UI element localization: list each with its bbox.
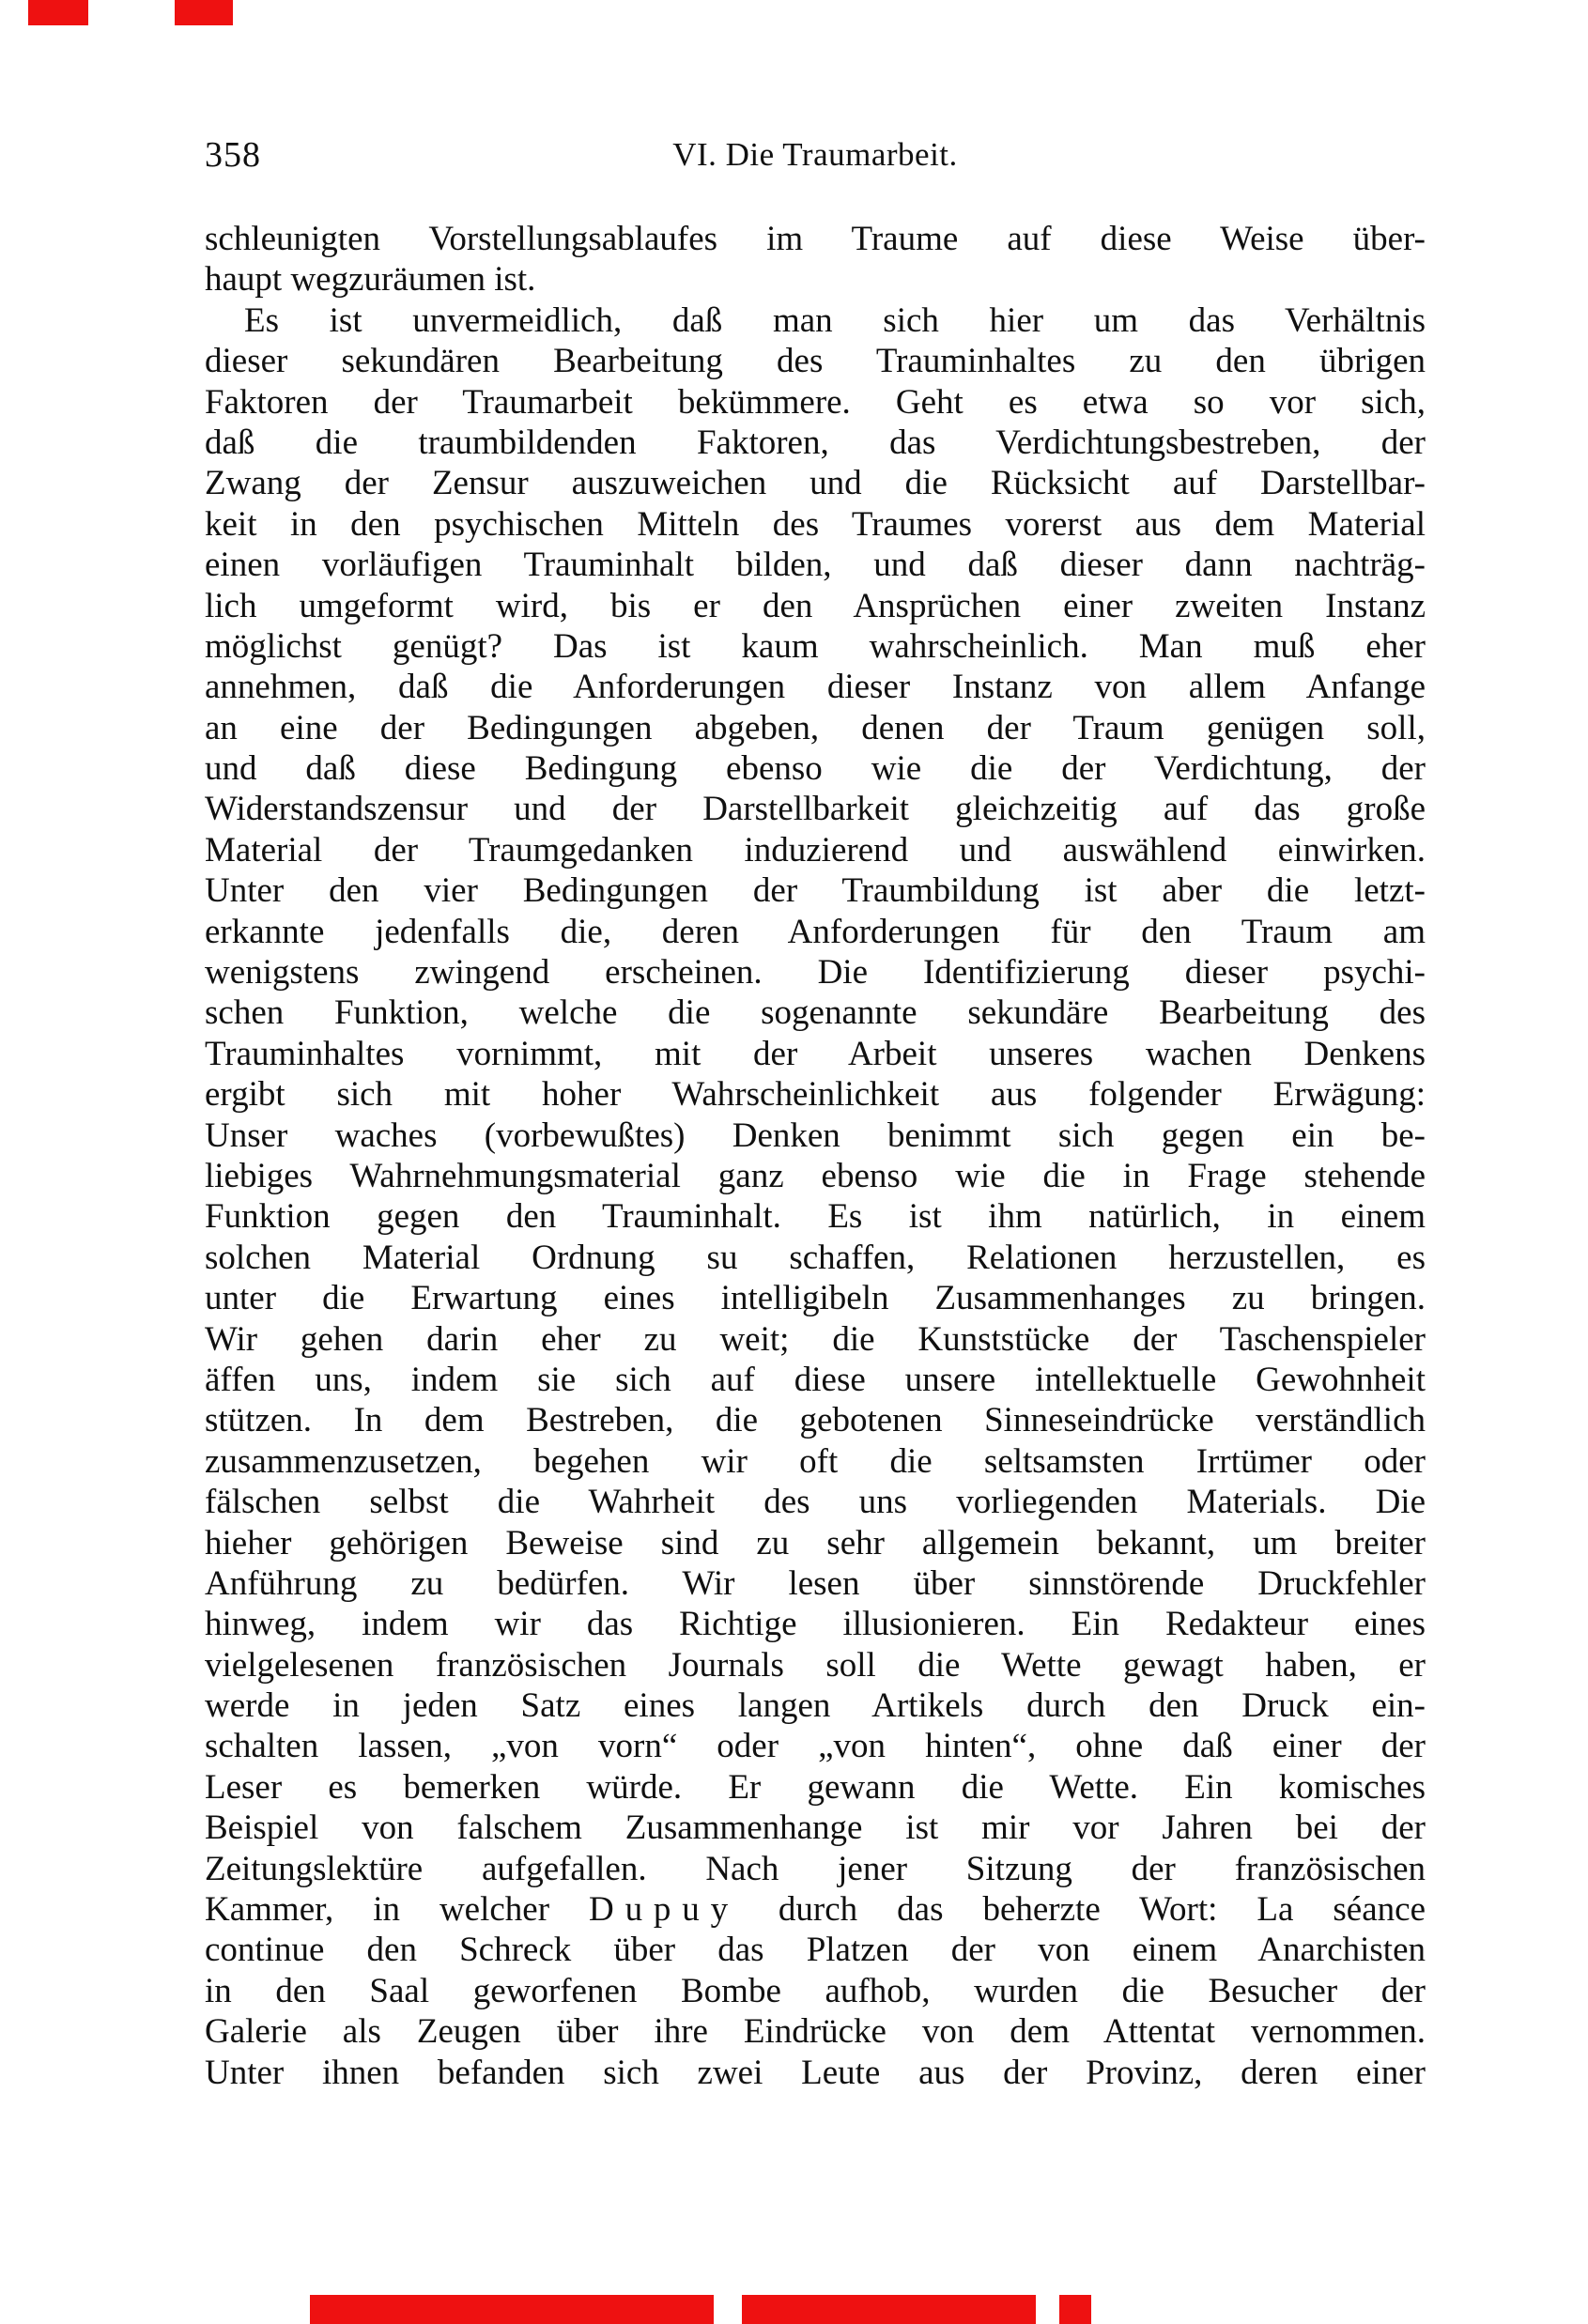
text-line: hieher gehörigen Beweise sind zu sehr allgemein bekannt, um breiter bbox=[205, 1523, 1426, 1562]
page-number: 358 bbox=[205, 135, 261, 175]
scan-mark-bottom-2 bbox=[742, 2295, 1036, 2324]
text-line: Galerie als Zeugen über ihre Eindrücke von dem Attentat vernommen. bbox=[205, 2012, 1426, 2052]
text-line: in den Saal geworfenen Bombe aufhob, wurden die Besucher der bbox=[205, 1971, 1426, 2010]
text-line: und daß diese Bedingung ebenso wie die der Verdichtung, der bbox=[205, 749, 1426, 789]
text-line: Material der Traumgedanken induzierend und auswählend einwirken. bbox=[205, 830, 1426, 870]
text-line: werde in jeden Satz eines langen Artikels durch den Druck ein- bbox=[205, 1686, 1426, 1726]
text-line: liebiges Wahrnehmungsmaterial ganz ebenso wie die in Frage stehende bbox=[205, 1156, 1426, 1195]
text-line: Anführung zu bedürfen. Wir lesen über sinnstörende Druckfehler bbox=[205, 1563, 1426, 1603]
text-block bbox=[205, 219, 1426, 2093]
text-line: schen Funktion, welche die sogenannte sekundäre Bearbeitung des bbox=[205, 993, 1426, 1033]
text-line: unter die Erwartung eines intelligibeln Zusammenhanges zu bringen. bbox=[205, 1279, 1426, 1318]
text-line: haupt wegzuräumen ist. bbox=[205, 260, 536, 300]
text-line: an eine der Bedingungen abgeben, denen der Traum genügen soll, bbox=[205, 708, 1426, 747]
text-line: Unser waches (vorbewußtes) Denken benimmt sich gegen ein be- bbox=[205, 1116, 1426, 1155]
text-line: erkannte jedenfalls die, deren Anforderungen für den Traum am bbox=[205, 912, 1426, 951]
scan-mark-top-left-1 bbox=[28, 0, 88, 25]
text-line: solchen Material Ordnung su schaffen, Relationen herzustellen, es bbox=[205, 1238, 1426, 1277]
text-line: Wir gehen darin eher zu weit; die Kunststücke der Taschenspieler bbox=[205, 1319, 1426, 1359]
text-line: Trauminhaltes vornimmt, mit der Arbeit unseres wachen Denkens bbox=[205, 1034, 1426, 1073]
text-line: äffen uns, indem sie sich auf diese unsere intellektuelle Gewohnheit bbox=[205, 1360, 1426, 1399]
text-line: lich umgeformt wird, bis er den Ansprüchen einer zweiten Instanz bbox=[205, 586, 1426, 625]
text-line: schalten lassen, „von vorn“ oder „von hinten“, ohne daß einer der bbox=[205, 1727, 1426, 1766]
text-line: continue den Schreck über das Platzen der von einem Anarchisten bbox=[205, 1931, 1426, 1970]
text-line: Unter ihnen befanden sich zwei Leute aus der Provinz, deren einer bbox=[205, 2053, 1426, 2092]
chapter-title: VI. Die Traumarbeit. bbox=[672, 136, 958, 173]
text-line: fälschen selbst die Wahrheit des uns vorliegenden Materials. Die bbox=[205, 1483, 1426, 1522]
text-line: Faktoren der Traumarbeit bekümmere. Geht es etwa so vor sich, bbox=[205, 382, 1426, 422]
text-line: Beispiel von falschem Zusammenhange ist mir vor Jahren bei der bbox=[205, 1808, 1426, 1848]
text-line: stützen. In dem Bestreben, die gebotenen Sinneseindrücke verständlich bbox=[205, 1401, 1426, 1440]
text-line: Kammer, in welcher Dupuy durch das beherzte Wort: La séance bbox=[205, 1890, 1426, 1930]
text-line: Es ist unvermeidlich, daß man sich hier um das Verhältnis bbox=[244, 300, 1426, 340]
text-line: einen vorläufigen Trauminhalt bilden, und daß dieser dann nachträg- bbox=[205, 546, 1426, 585]
text-line: keit in den psychischen Mitteln des Traumes vorerst aus dem Material bbox=[205, 504, 1426, 544]
text-line: annehmen, daß die Anforderungen dieser Instanz von allem Anfange bbox=[205, 668, 1426, 707]
text-line: ergibt sich mit hoher Wahrscheinlichkeit aus folgender Erwägung: bbox=[205, 1075, 1426, 1115]
text-line: möglichst genügt? Das ist kaum wahrscheinlich. Man muß eher bbox=[205, 626, 1426, 666]
text-line: Zeitungslektüre aufgefallen. Nach jener Sitzung der französischen bbox=[205, 1849, 1426, 1888]
text-line: schleunigten Vorstellungsablaufes im Traume auf diese Weise über- bbox=[205, 220, 1426, 258]
text-line: zusammenzusetzen, begehen wir oft die seltsamsten Irrtümer oder bbox=[205, 1441, 1426, 1481]
text-line: Widerstandszensur und der Darstellbarkeit gleichzeitig auf das große bbox=[205, 790, 1426, 829]
text-line: Leser es bemerken würde. Er gewann die Wette. Ein komisches bbox=[205, 1767, 1426, 1807]
running-head bbox=[205, 134, 1426, 176]
text-line: Zwang der Zensur auszuweichen und die Rücksicht auf Darstellbar- bbox=[205, 464, 1426, 503]
scan-mark-top-left-2 bbox=[175, 0, 233, 25]
text-line: Unter den vier Bedingungen der Traumbildung ist aber die letzt- bbox=[205, 871, 1426, 911]
text-line: daß die traumbildenden Faktoren, das Verdichtungsbestreben, der bbox=[205, 423, 1426, 462]
text-line: wenigstens zwingend erscheinen. Die Identifizierung dieser psychi- bbox=[205, 953, 1426, 993]
scan-mark-bottom-3 bbox=[1059, 2295, 1091, 2324]
text-line: Funktion gegen den Trauminhalt. Es ist ihm natürlich, in einem bbox=[205, 1197, 1426, 1237]
text-line: dieser sekundären Bearbeitung des Trauminhaltes zu den übrigen bbox=[205, 342, 1426, 381]
scan-mark-bottom-1 bbox=[310, 2295, 714, 2324]
letterspaced-name: Dupuy bbox=[589, 1890, 739, 1930]
text-line: vielgelesenen französischen Journals soll die Wette gewagt haben, er bbox=[205, 1645, 1426, 1685]
text-line: hinweg, indem wir das Richtige illusionieren. Ein Redakteur eines bbox=[205, 1605, 1426, 1644]
